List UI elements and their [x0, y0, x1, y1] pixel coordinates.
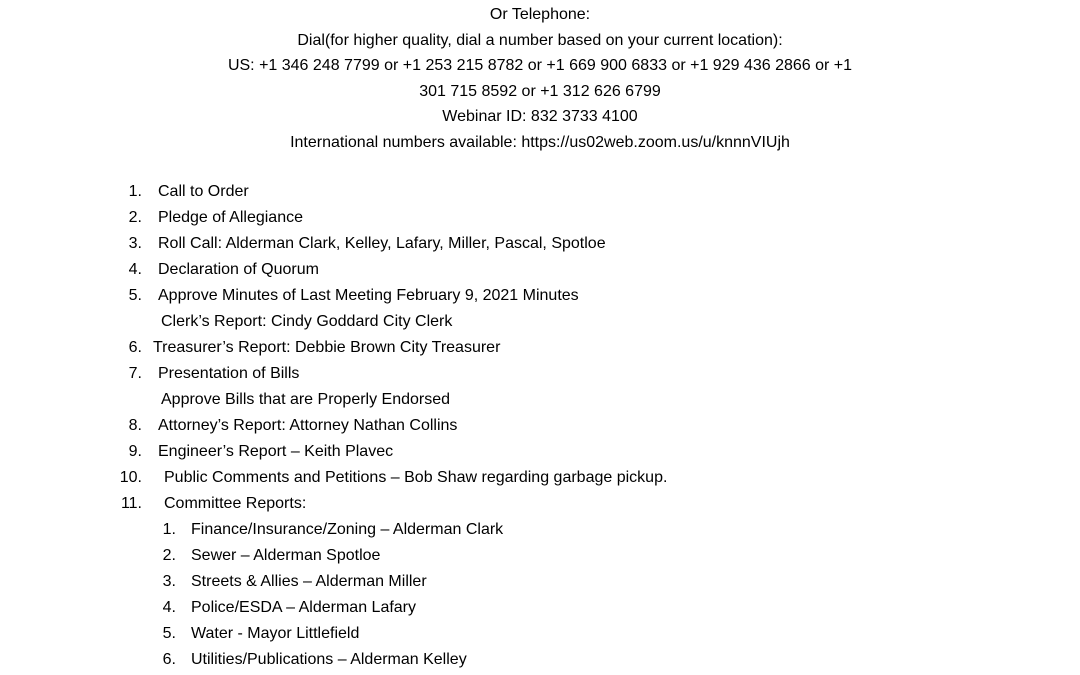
committee-item-text: Streets & Allies – Alderman Miller	[191, 573, 427, 590]
agenda-item-text: Call to Order	[158, 183, 249, 200]
agenda-item-text: Attorney’s Report: Attorney Nathan Collins	[158, 417, 458, 434]
agenda-item-number: 5.	[128, 287, 142, 304]
committee-item-number: 1.	[162, 521, 176, 538]
agenda-item-text: Pledge of Allegiance	[158, 209, 303, 226]
agenda-item-number: 2.	[128, 209, 142, 226]
header-line-international-numbers[interactable]: International numbers available: https://us02web.zoom.us/u/knnnVIUjh	[290, 133, 790, 151]
committee-item-text: Finance/Insurance/Zoning – Alderman Clark	[191, 521, 504, 538]
agenda-item-number: 9.	[128, 443, 142, 460]
agenda-item-number: 10.	[119, 469, 142, 486]
dial-in-header	[0, 2, 1080, 155]
committee-item-number: 5.	[162, 625, 176, 642]
agenda-item-number: 3.	[128, 235, 142, 252]
agenda-item-text: Approve Bills that are Properly Endorsed	[161, 391, 451, 408]
header-line-us-numbers: US: +1 346 248 7799 or +1 253 215 8782 or +1 669 900 6833 or +1 929 436 2866 or +1	[227, 57, 853, 74]
committee-item-number: 2.	[162, 547, 176, 564]
agenda-item-text: Committee Reports:	[164, 495, 307, 512]
committee-item-text: Water - Mayor Littlefield	[191, 625, 360, 642]
agenda-item-text: Treasurer’s Report: Debbie Brown City Treasurer	[153, 339, 501, 356]
agenda-item-text: Declaration of Quorum	[158, 261, 319, 278]
agenda-item-number: 4.	[128, 261, 142, 278]
agenda-item-number: 1.	[128, 183, 142, 200]
header-line-or-telephone: Or Telephone:	[489, 6, 591, 23]
agenda-item-text: Engineer’s Report – Keith Plavec	[158, 443, 394, 460]
agenda-item-text: Presentation of Bills	[158, 365, 300, 382]
agenda-item-text: Roll Call: Alderman Clark, Kelley, Lafary, Miller, Pascal, Spotloe	[158, 235, 606, 252]
agenda-item-text: Approve Minutes of Last Meeting February 9, 2021 Minutes	[158, 287, 579, 304]
header-line-us-numbers-cont: 301 715 8592 or +1 312 626 6799	[419, 82, 661, 100]
committee-item-text: Police/ESDA – Alderman Lafary	[191, 599, 417, 616]
committee-item-text: Utilities/Publications – Alderman Kelley	[191, 651, 467, 668]
committee-item-number: 6.	[162, 651, 176, 668]
committee-item-number: 4.	[162, 599, 176, 616]
agenda-item-number: 11.	[120, 495, 142, 512]
agenda-item-text: Clerk’s Report: Cindy Goddard City Clerk	[161, 313, 453, 330]
header-line-webinar-id: Webinar ID: 832 3733 4100	[442, 108, 638, 125]
header-line-dial-instructions: Dial(for higher quality, dial a number based on your current location):	[297, 31, 783, 49]
agenda-item-number: 7.	[128, 365, 142, 382]
agenda-item-number: 8.	[128, 417, 142, 434]
agenda-item-text: Public Comments and Petitions – Bob Shaw regarding garbage pickup.	[164, 469, 668, 486]
committee-item-text: Sewer – Alderman Spotloe	[191, 547, 381, 564]
committee-item-number: 3.	[162, 573, 176, 590]
agenda-item-number: 6.	[128, 339, 142, 356]
